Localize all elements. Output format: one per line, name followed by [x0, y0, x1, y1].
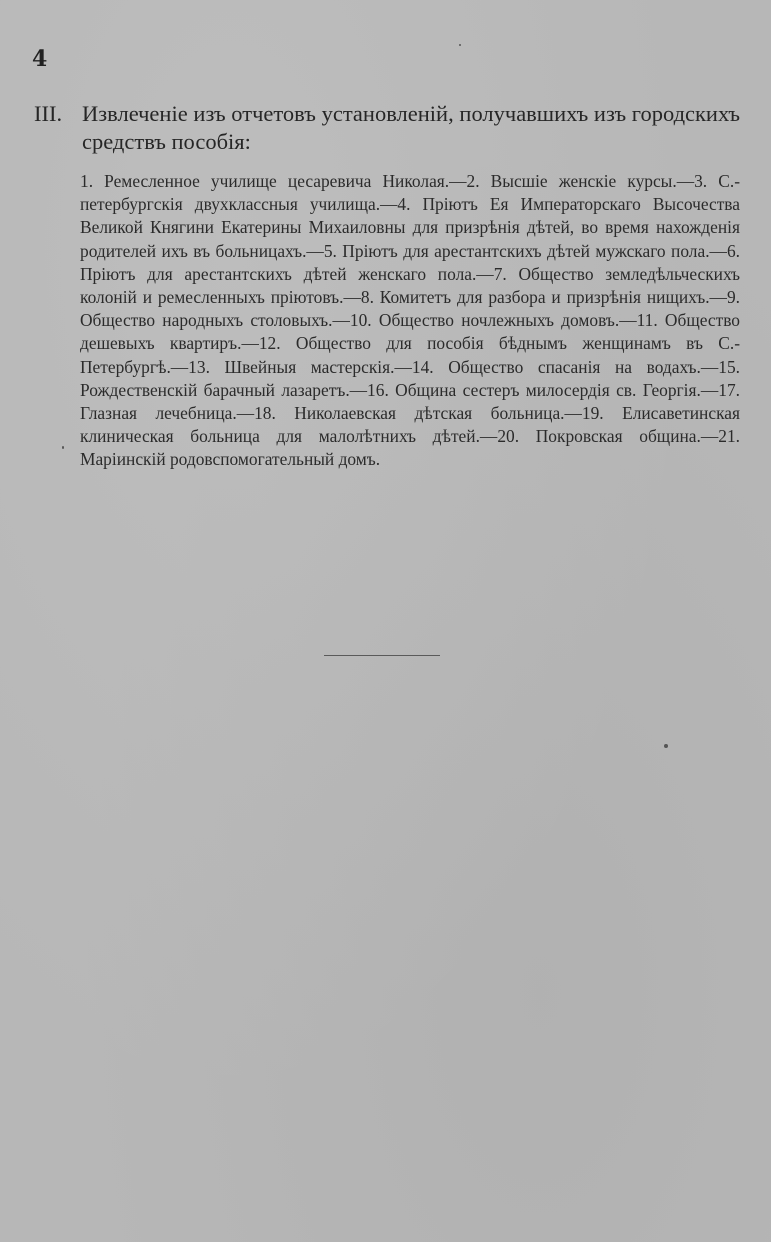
- section-iii: [34, 100, 740, 472]
- scan-speck: [62, 446, 64, 449]
- section-divider: [324, 655, 440, 656]
- scan-speck: [664, 744, 668, 748]
- section-heading-text: Извлеченіе изъ отчетовъ установленій, получавшихъ изъ городскихъ средствъ пособія:: [82, 101, 740, 154]
- section-numeral: III.: [34, 101, 63, 126]
- section-heading: [34, 100, 740, 156]
- scan-speck: [459, 44, 461, 46]
- page-number: 4: [32, 46, 48, 72]
- section-body-list: 1. Ремесленное училище цесаревича Николая.—2. Высшіе женскіе курсы.—3. С.-петербургскія двухклассныя училища.—4. Пріютъ Ея Императорскаго Высочества Великой Княгини Екатерины Михаиловны для призрѣнія дѣтей, во время нахожденія родителей ихъ въ больницахъ.—5. Пріютъ для арестантскихъ дѣтей мужскаго пола.—6. Пріютъ для арестантскихъ дѣтей женскаго пола.—7. Общество земледѣльческихъ колоній и ремесленныхъ пріютовъ.—8. Комитетъ для разбора и призрѣнія нищихъ.—9. Общество народныхъ столовыхъ.—10. Общество ночлежныхъ домовъ.—11. Общество дешевыхъ квартиръ.—12. Общество для пособія бѣднымъ женщинамъ въ С.-Петербургѣ.—13. Швейныя мастерскія.—14. Общество спасанія на водахъ.—15. Рождественскій барачный лазаретъ.—16. Община сестеръ милосердія св. Георгія.—17. Глазная лечебница.—18. Николаевская дѣтская больница.—19. Елисаветинская клиническая больница для малолѣтнихъ дѣтей.—20. Покровская община.—21. Маріинскій родовспомогательный домъ.: [80, 171, 740, 470]
